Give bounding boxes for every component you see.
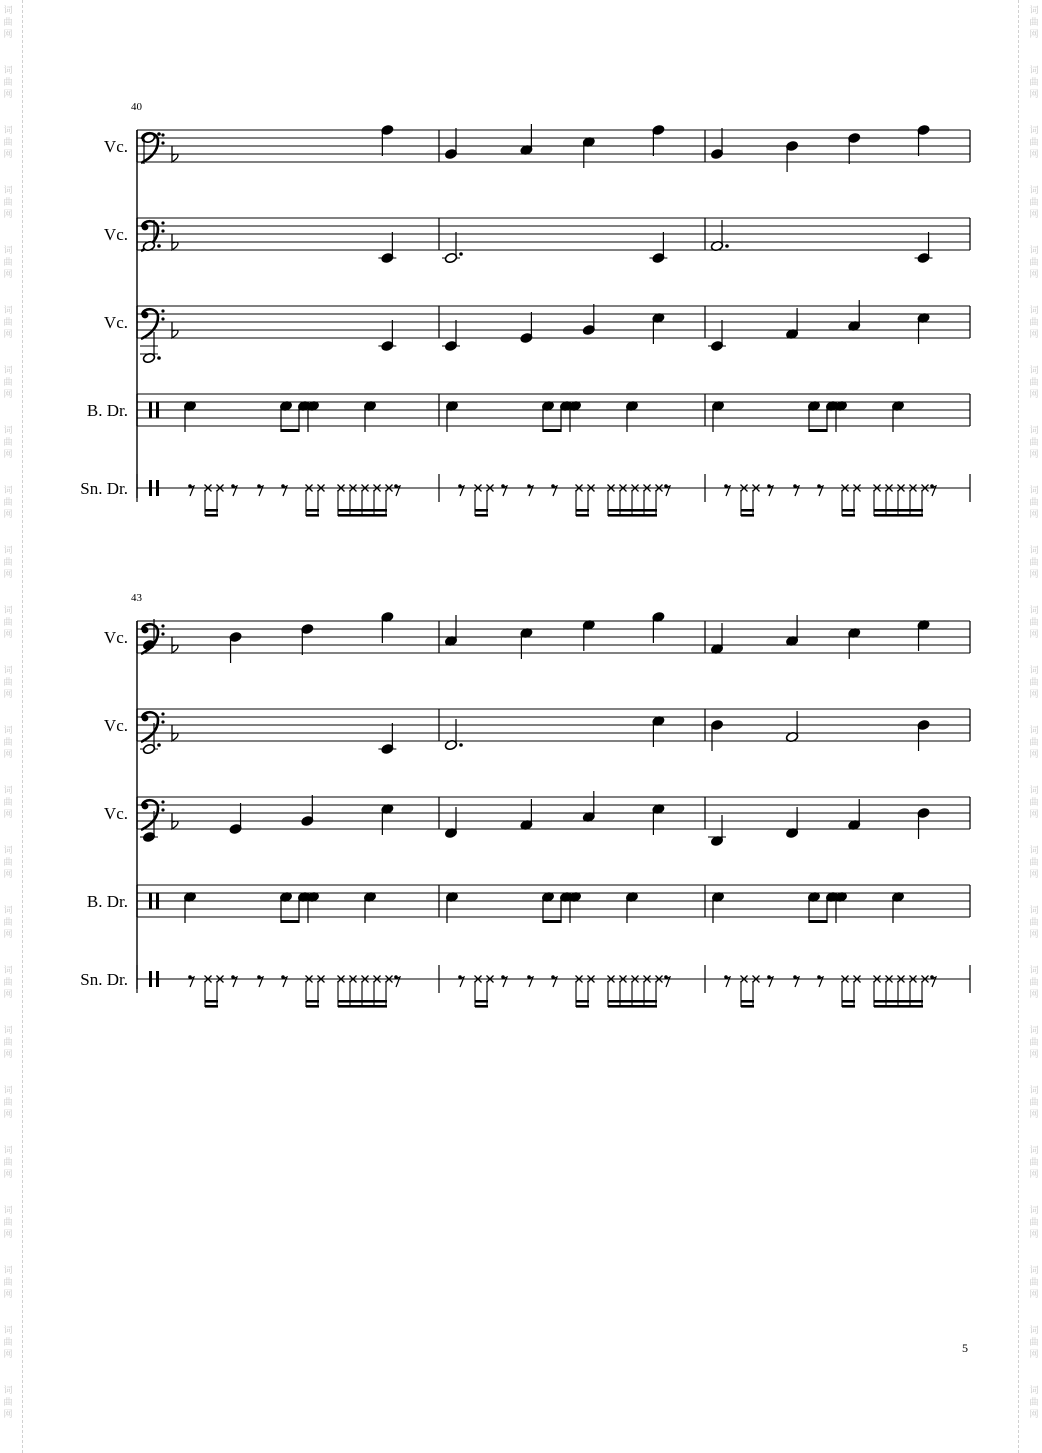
eighth-rest-icon [931,486,936,496]
eighth-rest-icon [665,486,670,496]
sixteenth-beam [338,514,387,517]
watermark-glyph: 网 [1029,210,1039,220]
watermark-glyph: 词 [1029,726,1039,736]
watermark-glyph: 词 [3,666,13,676]
watermark-glyph: 网 [1029,750,1039,760]
watermark-glyph: 词 [1029,6,1039,16]
sixteenth-beam [576,1005,589,1008]
watermark-glyph: 网 [1029,270,1039,280]
watermark-glyph: 词 [3,1386,13,1396]
instrument-label: Vc. [103,313,128,332]
watermark-glyph: 词 [3,1026,13,1036]
sixteenth-beam [338,1000,387,1003]
watermark-glyph: 词 [1029,786,1039,796]
sixteenth-beam [608,1005,657,1008]
watermark-glyph: 网 [3,990,13,1000]
watermark-glyph: 曲 [1029,258,1039,268]
watermark-glyph: 网 [3,390,13,400]
sixteenth-beam [741,514,754,517]
watermark-glyph: 网 [3,210,13,220]
bass-clef-dot-lower [161,229,164,232]
watermark-glyph: 网 [1029,330,1039,340]
watermark-glyph: 曲 [3,1038,13,1048]
watermark-glyph: 词 [1029,666,1039,676]
watermark-glyph: 网 [1029,1290,1039,1300]
sixteenth-beam [475,514,488,517]
watermark-glyph: 词 [1029,1026,1039,1036]
watermark-glyph: 曲 [1029,798,1039,808]
watermark-glyph: 曲 [3,438,13,448]
watermark-glyph: 词 [3,426,13,436]
watermark-glyph: 曲 [1029,978,1039,988]
watermark-glyph: 曲 [1029,198,1039,208]
bass-clef-dot-lower [161,632,164,635]
watermark-glyph: 曲 [1029,498,1039,508]
watermark-glyph: 曲 [3,858,13,868]
watermark-glyph: 词 [1029,306,1039,316]
watermark-glyph: 曲 [3,1218,13,1228]
bass-clef-dot-upper [161,221,164,224]
percussion-clef-bar-right [156,971,159,987]
watermark-glyph: 词 [3,306,13,316]
eighth-beam [280,920,299,923]
watermark-glyph: 曲 [1029,618,1039,628]
sixteenth-beam [608,1000,657,1003]
bass-clef-dot-lower [161,317,164,320]
bass-clef-dot-upper [161,800,164,803]
sixteenth-beam [874,509,923,512]
eighth-rest-icon [189,977,194,987]
percussion-clef-bar-left [149,480,152,496]
eighth-rest-icon [282,977,287,987]
percussion-clef-bar-right [156,480,159,496]
augmentation-dot [459,252,463,256]
watermark-glyph: 词 [3,786,13,796]
watermark-glyph: 曲 [1029,1098,1039,1108]
sixteenth-beam [205,514,218,517]
bass-clef-dot-main [142,627,149,634]
watermark-glyph: 网 [3,690,13,700]
watermark-glyph: 词 [3,606,13,616]
watermark-glyph: 曲 [3,18,13,28]
watermark-glyph: 曲 [3,78,13,88]
sixteenth-beam [338,1005,387,1008]
watermark-glyph: 曲 [1029,678,1039,688]
watermark-glyph: 词 [3,246,13,256]
watermark-glyph: 曲 [3,618,13,628]
watermark-glyph: 曲 [3,738,13,748]
bass-clef-dot-upper [161,624,164,627]
eighth-rest-icon [725,977,730,987]
sixteenth-beam [842,509,855,512]
bass-clef-dot-lower [161,808,164,811]
watermark-glyph: 曲 [3,498,13,508]
watermark-glyph: 词 [3,1206,13,1216]
eighth-rest-icon [528,977,533,987]
eighth-rest-icon [768,977,773,987]
watermark-glyph: 网 [1029,990,1039,1000]
instrument-label: Vc. [103,225,128,244]
watermark-glyph: 曲 [1029,138,1039,148]
watermark-glyph: 词 [1029,906,1039,916]
watermark-glyph: 词 [1029,546,1039,556]
watermark-glyph: 词 [3,1266,13,1276]
eighth-rest-icon [502,486,507,496]
sixteenth-beam [741,1000,754,1003]
watermark-glyph: 词 [1029,426,1039,436]
sixteenth-beam [874,1000,923,1003]
percussion-clef-bar-left [149,971,152,987]
eighth-rest-icon [395,977,400,987]
eighth-rest-icon [794,486,799,496]
watermark-glyph: 网 [3,270,13,280]
sixteenth-beam [576,509,589,512]
watermark-glyph: 网 [3,510,13,520]
sixteenth-beam [338,509,387,512]
eighth-rest-icon [502,977,507,987]
augmentation-dot [157,356,161,360]
watermark-glyph: 网 [1029,90,1039,100]
eighth-rest-icon [818,486,823,496]
eighth-rest-icon [552,486,557,496]
watermark-glyph: 曲 [1029,78,1039,88]
eighth-beam [808,920,827,923]
sixteenth-beam [475,1005,488,1008]
augmentation-dot [459,743,463,747]
watermark-glyph: 词 [1029,486,1039,496]
bass-clef-dot-main [142,803,149,810]
eighth-rest-icon [665,977,670,987]
watermark-glyph: 曲 [1029,858,1039,868]
instrument-label: Sn. Dr. [80,479,128,498]
sixteenth-beam [205,509,218,512]
sixteenth-beam [475,509,488,512]
watermark-glyph: 网 [1029,150,1039,160]
watermark-glyph: 词 [3,366,13,376]
watermark-glyph: 曲 [3,1098,13,1108]
watermark-glyph: 曲 [3,1338,13,1348]
watermark-glyph: 曲 [3,978,13,988]
watermark-glyph: 网 [1029,390,1039,400]
watermark-glyph: 词 [1029,1146,1039,1156]
watermark-glyph: 曲 [3,138,13,148]
augmentation-dot [725,244,729,248]
watermark-glyph: 网 [3,330,13,340]
watermark-glyph: 词 [1029,1326,1039,1336]
instrument-label: Vc. [103,804,128,823]
watermark-glyph: 网 [3,1230,13,1240]
eighth-rest-icon [794,977,799,987]
sixteenth-beam [576,514,589,517]
sixteenth-beam [205,1000,218,1003]
eighth-beam [280,429,299,432]
sixteenth-beam [874,514,923,517]
watermark-glyph: 曲 [3,1158,13,1168]
watermark-glyph: 曲 [1029,18,1039,28]
sixteenth-beam [741,1005,754,1008]
watermark-glyph: 曲 [3,318,13,328]
measure-number: 43 [131,592,142,604]
watermark-glyph: 网 [3,1050,13,1060]
watermark-glyph: 网 [1029,570,1039,580]
eighth-rest-icon [258,977,263,987]
watermark-glyph: 网 [1029,930,1039,940]
watermark-glyph: 曲 [1029,378,1039,388]
watermark-glyph: 词 [1029,1266,1039,1276]
bass-clef-dot-lower [161,141,164,144]
bass-clef-dot-upper [161,309,164,312]
watermark-glyph: 网 [1029,450,1039,460]
watermark-glyph: 词 [3,1146,13,1156]
watermark-glyph: 网 [1029,1110,1039,1120]
eighth-beam [542,429,561,432]
watermark-glyph: 网 [3,30,13,40]
instrument-label: Vc. [103,137,128,156]
sixteenth-beam [842,514,855,517]
watermark-glyph: 曲 [1029,1338,1039,1348]
eighth-rest-icon [931,977,936,987]
instrument-label: Vc. [103,716,128,735]
watermark-glyph: 词 [3,66,13,76]
watermark-glyph: 曲 [1029,318,1039,328]
bass-clef-dot-upper [161,133,164,136]
watermark-glyph: 曲 [1029,438,1039,448]
watermark-glyph: 曲 [3,678,13,688]
watermark-glyph: 网 [3,1170,13,1180]
watermark-glyph: 网 [3,1410,13,1420]
eighth-beam [808,429,827,432]
sixteenth-beam [306,514,319,517]
eighth-rest-icon [552,977,557,987]
eighth-beam [542,920,561,923]
watermark-glyph: 曲 [3,258,13,268]
watermark-glyph: 网 [1029,690,1039,700]
watermark-glyph: 词 [3,726,13,736]
instrument-label: Sn. Dr. [80,970,128,989]
watermark-glyph: 曲 [3,918,13,928]
watermark-glyph: 网 [1029,630,1039,640]
sixteenth-beam [842,1005,855,1008]
instrument-label: B. Dr. [86,892,128,911]
watermark-glyph: 网 [1029,1230,1039,1240]
eighth-rest-icon [189,486,194,496]
page-number: 5 [962,1341,968,1355]
watermark-glyph: 词 [3,546,13,556]
watermark-glyph: 曲 [3,198,13,208]
watermark-glyph: 词 [1029,66,1039,76]
augmentation-dot [157,244,161,248]
watermark-glyph: 词 [1029,246,1039,256]
watermark-glyph: 网 [3,90,13,100]
percussion-clef-bar-left [149,402,152,418]
watermark-glyph: 曲 [1029,1038,1039,1048]
watermark-glyph: 网 [3,150,13,160]
watermark-glyph: 网 [3,870,13,880]
percussion-clef-bar-right [156,893,159,909]
bass-clef-dot-main [142,312,149,319]
watermark-glyph: 网 [3,630,13,640]
watermark-glyph: 网 [3,1290,13,1300]
watermark-glyph: 曲 [3,378,13,388]
bass-clef-dot-main [142,224,149,231]
eighth-rest-icon [232,977,237,987]
sixteenth-beam [306,1000,319,1003]
watermark-glyph: 曲 [1029,1398,1039,1408]
watermark-glyph: 词 [3,906,13,916]
watermark-glyph: 曲 [1029,1158,1039,1168]
watermark-glyph: 网 [1029,1050,1039,1060]
eighth-rest-icon [232,486,237,496]
watermark-glyph: 网 [3,810,13,820]
watermark-glyph: 网 [3,930,13,940]
watermark-glyph: 网 [1029,1350,1039,1360]
sixteenth-beam [306,1005,319,1008]
watermark-glyph: 词 [1029,846,1039,856]
bass-clef-dot-upper [161,712,164,715]
watermark-glyph: 词 [1029,606,1039,616]
watermark-glyph: 网 [1029,1170,1039,1180]
eighth-rest-icon [528,486,533,496]
watermark-glyph: 网 [3,1350,13,1360]
sixteenth-beam [874,1005,923,1008]
measure-number: 40 [131,101,142,113]
eighth-rest-icon [282,486,287,496]
sixteenth-beam [475,1000,488,1003]
watermark-glyph: 词 [3,966,13,976]
watermark-glyph: 词 [3,6,13,16]
percussion-clef-bar-left [149,893,152,909]
eighth-rest-icon [395,486,400,496]
sixteenth-beam [306,509,319,512]
watermark-glyph: 词 [1029,1086,1039,1096]
sixteenth-beam [608,514,657,517]
augmentation-dot [157,743,161,747]
eighth-rest-icon [258,486,263,496]
watermark-glyph: 曲 [1029,1218,1039,1228]
instrument-label: B. Dr. [86,401,128,420]
watermark-glyph: 词 [3,1086,13,1096]
watermark-glyph: 词 [3,486,13,496]
watermark-glyph: 曲 [1029,558,1039,568]
watermark-glyph: 曲 [1029,738,1039,748]
watermark-glyph: 词 [3,846,13,856]
watermark-glyph: 网 [3,750,13,760]
bass-clef-dot-lower [161,720,164,723]
watermark-glyph: 词 [3,126,13,136]
eighth-rest-icon [459,486,464,496]
watermark-glyph: 词 [1029,1386,1039,1396]
watermark-glyph: 词 [1029,126,1039,136]
augmentation-dot [157,132,161,136]
watermark-glyph: 网 [3,1110,13,1120]
watermark-glyph: 曲 [3,798,13,808]
bass-clef-dot-main [142,715,149,722]
watermark-glyph: 曲 [1029,1278,1039,1288]
watermark-glyph: 词 [1029,1206,1039,1216]
eighth-rest-icon [818,977,823,987]
watermark-glyph: 曲 [1029,918,1039,928]
sixteenth-beam [842,1000,855,1003]
watermark-glyph: 曲 [3,558,13,568]
watermark-glyph: 词 [3,1326,13,1336]
sixteenth-beam [205,1005,218,1008]
watermark-glyph: 词 [1029,366,1039,376]
sixteenth-beam [576,1000,589,1003]
watermark-glyph: 网 [1029,510,1039,520]
watermark-glyph: 网 [1029,810,1039,820]
sixteenth-beam [608,509,657,512]
watermark-glyph: 网 [3,570,13,580]
sixteenth-beam [741,509,754,512]
watermark-glyph: 网 [1029,870,1039,880]
watermark-glyph: 网 [3,450,13,460]
watermark-glyph: 曲 [3,1278,13,1288]
eighth-rest-icon [459,977,464,987]
instrument-label: Vc. [103,628,128,647]
watermark-glyph: 网 [1029,30,1039,40]
watermark-glyph: 词 [3,186,13,196]
eighth-rest-icon [768,486,773,496]
watermark-glyph: 网 [1029,1410,1039,1420]
percussion-clef-bar-right [156,402,159,418]
watermark-glyph: 词 [1029,186,1039,196]
eighth-rest-icon [725,486,730,496]
watermark-glyph: 词 [1029,966,1039,976]
watermark-glyph: 曲 [3,1398,13,1408]
